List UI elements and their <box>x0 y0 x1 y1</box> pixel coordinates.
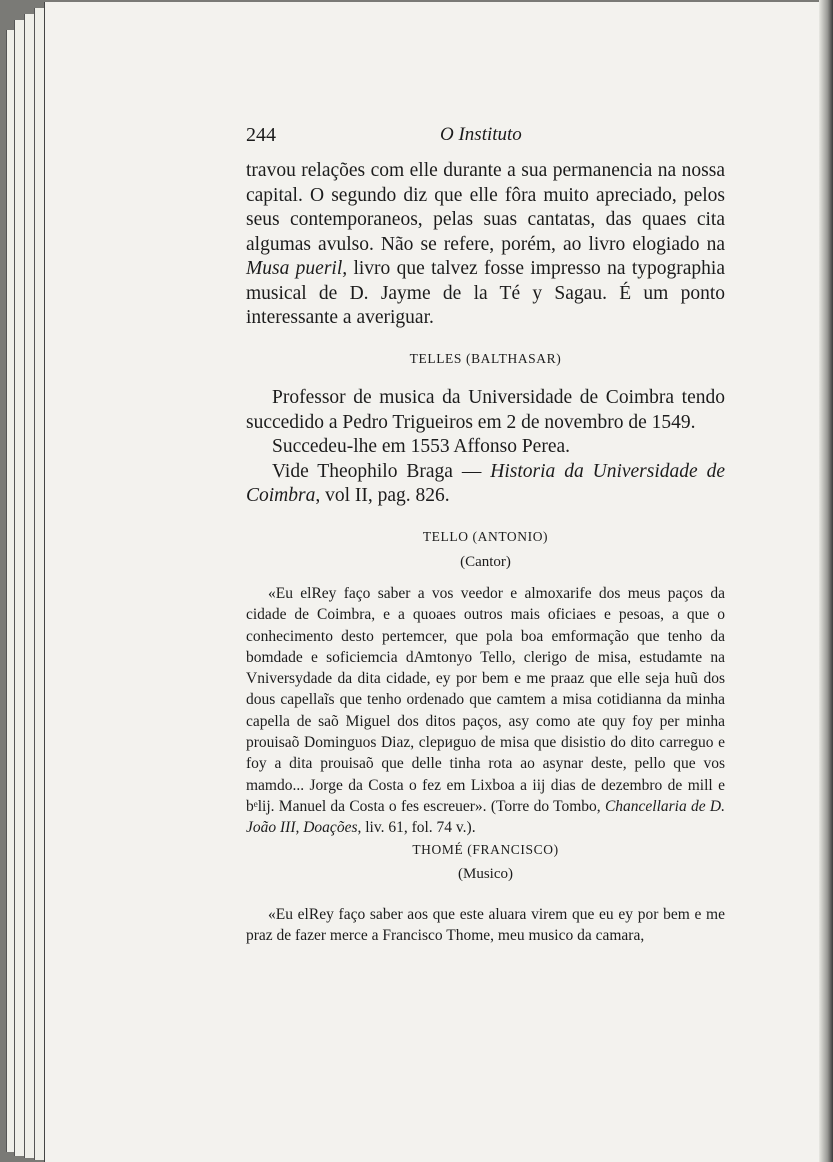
thome-quote-text: «Eu elRey faço saber aos que este aluara virem que eu ey por bem e me praz de fazer merce a Francisco Thome, meu musico da camara, <box>246 906 725 945</box>
telles-ref-text: , vol II, pag. 826. <box>315 485 450 506</box>
telles-ref-text: Vide Theophilo Braga — <box>272 460 491 482</box>
entry-heading-tello: TELLO (ANTONIO) <box>422 529 549 544</box>
running-head: O Instituto <box>440 124 522 145</box>
page-header <box>246 124 726 150</box>
intro-text-part: livro que talvez fosse impresso na typographia musical de D. Jayme de la Té y Sagau. É um ponto interessante a averiguar. <box>246 258 725 328</box>
entry-heading-thome: THOMÉ (FRANCISCO) <box>412 842 559 857</box>
telles-paragraph-2: Succedeu-lhe em 1553 Affonso Perea. <box>272 436 571 457</box>
page-number: 244 <box>246 124 276 146</box>
telles-entry <box>246 386 725 509</box>
intro-paragraph <box>246 159 725 331</box>
telles-paragraph-1: Professor de musica da Universidade de Coimbra tendo succedido a Pedro Trigueiros em 2 de novembro de 1549. <box>246 387 725 433</box>
tello-quote-part: «Eu elRey faço saber a vos veedor e almoxarife dos meus paços da cidade de Coimbra, e a quoaes outros mais oficiaes e pesoas, a que o conhecimento desto pertemcer, que pola boa emformação que tenho da bomdade e soficiemcia dAmtonyo Tello, clerigo de misa, estudamte na Vniversydade da dita cidade, ey por bem e me praaz que elle seja huũ dos dous capellaĩs que tenho ordenado que camtem a misa cotidianna da minha capella de saõ Miguel dos ditos paços, asy como ate quy foy per minha prouisaõ Dominguos Diaz, clериguo de misa que disistio do dito carreguo e foy a dita prouisaõ que delle tinha rota ao asynar deste, pello que vos mamdo... Jorge da Costa o fez em Lixboa a iij dias de dezembro de mill e bᵉlij. Manuel da Costa o fes escreuer». (Torre do Tombo, <box>246 585 725 815</box>
tello-quote <box>246 583 725 839</box>
entry-heading-telles: TELLES (BALTHASAR) <box>409 351 562 366</box>
binding-shadow <box>819 0 833 1162</box>
book-title-italic: Musa pueril, <box>246 258 348 279</box>
thome-quote <box>246 904 725 947</box>
intro-text-part: travou relações com elle durante a sua permanencia na nossa capital. O segundo diz que elle fôra muito apreciado, pelos seus contemporaneos, pelas suas cantatas, das quaes cita algumas avulso. Não se refere, porém, ao livro elogiado na <box>246 160 725 255</box>
entry-subheading-thome: (Musico) <box>458 866 513 882</box>
tello-source-title: Chancellaria de D. João III, Doações <box>246 797 725 837</box>
entry-subheading-tello: (Cantor) <box>460 554 511 570</box>
tello-quote-text <box>246 583 725 839</box>
tello-quote-part: , liv. 61, fol. 74 v.). <box>357 819 476 837</box>
intro-text <box>246 159 725 331</box>
telles-ref-title: Historia da Universidade de Coimbra <box>246 460 725 506</box>
telles-paragraph-3 <box>246 460 725 509</box>
